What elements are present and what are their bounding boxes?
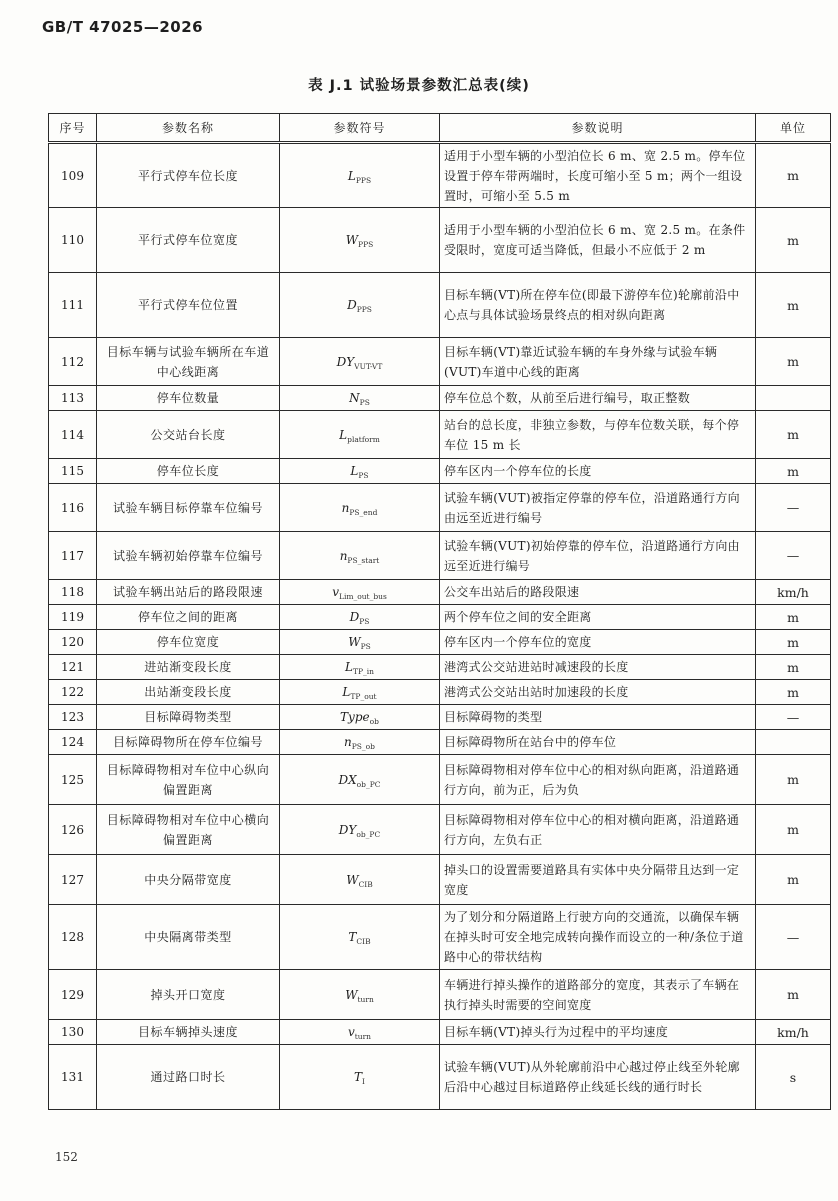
- table-row: [49, 705, 831, 730]
- symbol-subscript: TP_out: [350, 692, 377, 701]
- parameter-name: 平行式停车位位置: [97, 273, 280, 338]
- parameter-symbol: [280, 338, 440, 386]
- parameter-unit: m: [756, 459, 831, 484]
- symbol-main: W: [348, 635, 361, 649]
- symbol-subscript: ob: [369, 717, 379, 726]
- table-row: [49, 605, 831, 630]
- parameter-unit: km/h: [756, 580, 831, 605]
- symbol-subscript: PS_start: [347, 555, 380, 565]
- col-header-unit: 单位: [756, 114, 831, 143]
- parameter-symbol: [280, 630, 440, 655]
- parameter-name: 目标车辆与试验车辆所在车道中心线距离: [97, 338, 280, 386]
- parameter-symbol: [280, 805, 440, 855]
- parameter-symbol: [280, 705, 440, 730]
- symbol-subscript: turn: [357, 994, 374, 1004]
- parameter-unit: m: [756, 630, 831, 655]
- parameter-description: 两个停车位之间的安全距离: [440, 605, 756, 630]
- parameter-unit: m: [756, 805, 831, 855]
- symbol-subscript: PS: [359, 398, 370, 407]
- symbol-subscript: platform: [347, 434, 380, 444]
- parameter-description: 目标车辆(VT)靠近试验车辆的车身外缘与试验车辆(VUT)车道中心线的距离: [440, 338, 756, 386]
- parameter-symbol: [280, 755, 440, 805]
- table-body: [49, 143, 831, 1110]
- table-row: [49, 905, 831, 970]
- symbol-main: DY: [338, 822, 357, 837]
- parameter-name: 公交站台长度: [97, 411, 280, 459]
- row-number: 127: [49, 855, 97, 905]
- parameter-table: [48, 113, 831, 1110]
- parameter-description: 掉头口的设置需要道路具有实体中央分隔带且达到一定宽度: [440, 855, 756, 905]
- parameter-name: 目标障碍物类型: [97, 705, 280, 730]
- parameter-description: 港湾式公交站出站时加速段的长度: [440, 680, 756, 705]
- row-number: 113: [49, 386, 97, 411]
- symbol-subscript: PS_end: [349, 507, 378, 517]
- row-number: 131: [49, 1045, 97, 1110]
- parameter-unit: m: [756, 143, 831, 208]
- symbol-subscript: VUT-VT: [354, 361, 383, 371]
- symbol-main: W: [345, 233, 359, 247]
- col-header-desc: 参数说明: [440, 114, 756, 143]
- parameter-name: 中央分隔带宽度: [97, 855, 280, 905]
- parameter-description: 停车区内一个停车位的长度: [440, 459, 756, 484]
- symbol-subscript: PPS: [356, 305, 372, 314]
- symbol-main: v: [332, 585, 339, 599]
- row-number: 116: [49, 484, 97, 532]
- parameter-description: 停车位总个数，从前至后进行编号，取正整数: [440, 386, 756, 411]
- parameter-name: 中央隔离带类型: [97, 905, 280, 970]
- row-number: 110: [49, 208, 97, 273]
- row-number: 117: [49, 532, 97, 580]
- parameter-name: 通过路口时长: [97, 1045, 280, 1110]
- parameter-description: 试验车辆(VUT)初始停靠的停车位，沿道路通行方向由远至近进行编号: [440, 532, 756, 580]
- row-number: 126: [49, 805, 97, 855]
- table-row: [49, 655, 831, 680]
- parameter-name: 试验车辆初始停靠车位编号: [97, 532, 280, 580]
- parameter-description: 车辆进行掉头操作的道路部分的宽度，其表示了车辆在执行掉头时需要的空间宽度: [440, 970, 756, 1020]
- table-row: [49, 143, 831, 208]
- table-row: [49, 386, 831, 411]
- parameter-unit: s: [756, 1045, 831, 1110]
- parameter-description: 目标障碍物所在站台中的停车位: [440, 730, 756, 755]
- symbol-main: W: [346, 872, 359, 887]
- parameter-description: 站台的总长度，非独立参数，与停车位数关联，每个停车位 15 m 长: [440, 411, 756, 459]
- parameter-name: 出站渐变段长度: [97, 680, 280, 705]
- parameter-description: 目标车辆(VT)所在停车位(即最下游停车位)轮廓前沿中心点与具体试验场景终点的相对纵向距离: [440, 273, 756, 338]
- symbol-main: N: [349, 391, 360, 405]
- row-number: 111: [49, 273, 97, 338]
- symbol-main: T: [354, 1070, 363, 1084]
- table-row: [49, 970, 831, 1020]
- parameter-name: 停车位数量: [97, 386, 280, 411]
- table-row: [49, 338, 831, 386]
- parameter-description: 目标障碍物相对停车位中心的相对横向距离，沿道路通行方向，左负右正: [440, 805, 756, 855]
- row-number: 119: [49, 605, 97, 630]
- parameter-symbol: [280, 532, 440, 580]
- parameter-description: 试验车辆(VUT)被指定停靠的停车位，沿道路通行方向由远至近进行编号: [440, 484, 756, 532]
- row-number: 122: [49, 680, 97, 705]
- symbol-subscript: PPS: [355, 175, 372, 185]
- parameter-symbol: [280, 386, 440, 411]
- symbol-subscript: PS: [358, 471, 369, 480]
- parameter-description: 适用于小型车辆的小型泊位长 6 m、宽 2.5 m。在条件受限时，宽度可适当降低，但最小不应低于 2 m: [440, 208, 756, 273]
- parameter-name: 目标车辆掉头速度: [97, 1020, 280, 1045]
- row-number: 115: [49, 459, 97, 484]
- parameter-name: 停车位长度: [97, 459, 280, 484]
- symbol-main: L: [345, 660, 353, 674]
- row-number: 114: [49, 411, 97, 459]
- symbol-subscript: PPS: [358, 240, 374, 249]
- parameter-description: 港湾式公交站进站时减速段的长度: [440, 655, 756, 680]
- col-header-no: 序号: [49, 114, 97, 143]
- row-number: 124: [49, 730, 97, 755]
- parameter-name: 目标障碍物相对车位中心纵向偏置距离: [97, 755, 280, 805]
- parameter-symbol: [280, 143, 440, 208]
- table-title: 表 J.1 试验场景参数汇总表(续): [308, 78, 530, 94]
- symbol-main: T: [348, 930, 357, 944]
- parameter-name: 进站渐变段长度: [97, 655, 280, 680]
- row-number: 123: [49, 705, 97, 730]
- parameter-unit: m: [756, 680, 831, 705]
- symbol-main: L: [342, 685, 351, 699]
- parameter-unit: [756, 386, 831, 411]
- symbol-main: DY: [336, 354, 355, 369]
- parameter-unit: —: [756, 532, 831, 580]
- parameter-unit: m: [756, 755, 831, 805]
- symbol-main: v: [347, 1025, 355, 1039]
- symbol-subscript: PS_ob: [351, 742, 375, 751]
- parameter-unit: m: [756, 273, 831, 338]
- parameter-unit: —: [756, 484, 831, 532]
- symbol-subscript: TP_in: [352, 667, 374, 676]
- parameter-symbol: [280, 970, 440, 1020]
- parameter-name: 平行式停车位宽度: [97, 208, 280, 273]
- table-row: [49, 755, 831, 805]
- symbol-main: D: [349, 610, 360, 624]
- parameter-symbol: [280, 459, 440, 484]
- symbol-main: W: [345, 987, 358, 1002]
- symbol-subscript: CIB: [358, 879, 373, 889]
- table-header-row: [49, 114, 831, 143]
- table-row: [49, 805, 831, 855]
- parameter-unit: m: [756, 655, 831, 680]
- table-row: [49, 580, 831, 605]
- symbol-subscript: turn: [354, 1032, 372, 1041]
- symbol-main: n: [341, 500, 350, 515]
- parameter-symbol: [280, 1020, 440, 1045]
- parameter-unit: m: [756, 338, 831, 386]
- row-number: 120: [49, 630, 97, 655]
- parameter-unit: [756, 730, 831, 755]
- row-number: 112: [49, 338, 97, 386]
- parameter-description: 目标车辆(VT)掉头行为过程中的平均速度: [440, 1020, 756, 1045]
- parameter-symbol: [280, 655, 440, 680]
- col-header-name: 参数名称: [97, 114, 280, 143]
- row-number: 125: [49, 755, 97, 805]
- parameter-unit: m: [756, 605, 831, 630]
- parameter-description: 为了划分和分隔道路上行驶方向的交通流，以确保车辆在掉头时可安全地完成转向操作而设立的一种/条位于道路中心的带状结构: [440, 905, 756, 970]
- parameter-symbol: [280, 1045, 440, 1110]
- symbol-main: n: [339, 548, 348, 563]
- parameter-symbol: [280, 730, 440, 755]
- symbol-main: L: [339, 427, 348, 442]
- parameter-description: 试验车辆(VUT)从外轮廓前沿中心越过停止线至外轮廓后沿中心越过目标道路停止线延长线的通行时长: [440, 1045, 756, 1110]
- symbol-subscript: Lim_out_bus: [338, 592, 387, 601]
- parameter-description: 目标障碍物相对停车位中心的相对纵向距离，沿道路通行方向，前为正，后为负: [440, 755, 756, 805]
- table-row: [49, 273, 831, 338]
- parameter-name: 平行式停车位长度: [97, 143, 280, 208]
- parameter-symbol: [280, 484, 440, 532]
- parameter-description: 停车区内一个停车位的宽度: [440, 630, 756, 655]
- parameter-name: 试验车辆目标停靠车位编号: [97, 484, 280, 532]
- parameter-description: 适用于小型车辆的小型泊位长 6 m、宽 2.5 m。停车位设置于停车带两端时，长度可缩小至 5 m；两个一组设置时，可缩小至 5.5 m: [440, 143, 756, 208]
- parameter-description: 公交车出站后的路段限速: [440, 580, 756, 605]
- symbol-main: n: [344, 735, 352, 749]
- parameter-symbol: [280, 208, 440, 273]
- table-row: [49, 484, 831, 532]
- symbol-subscript: PS: [360, 642, 371, 651]
- parameter-symbol: [280, 680, 440, 705]
- table-row: [49, 1045, 831, 1110]
- row-number: 128: [49, 905, 97, 970]
- parameter-unit: —: [756, 705, 831, 730]
- symbol-subscript: ob_PC: [356, 779, 381, 789]
- table-row: [49, 411, 831, 459]
- parameter-symbol: [280, 411, 440, 459]
- parameter-symbol: [280, 905, 440, 970]
- parameter-symbol: [280, 580, 440, 605]
- symbol-subscript: CIB: [356, 937, 371, 946]
- standard-code: GB/T 47025—2026: [42, 18, 204, 36]
- parameter-unit: m: [756, 970, 831, 1020]
- symbol-main: Type: [340, 710, 370, 724]
- parameter-name: 目标障碍物所在停车位编号: [97, 730, 280, 755]
- symbol-main: DX: [338, 772, 357, 787]
- page-number: 152: [55, 1150, 78, 1164]
- parameter-unit: —: [756, 905, 831, 970]
- table-row: [49, 459, 831, 484]
- col-header-symbol: 参数符号: [280, 114, 440, 143]
- parameter-unit: m: [756, 208, 831, 273]
- parameter-symbol: [280, 855, 440, 905]
- symbol-main: L: [347, 168, 356, 183]
- row-number: 130: [49, 1020, 97, 1045]
- table-row: [49, 630, 831, 655]
- table-row: [49, 1020, 831, 1045]
- symbol-main: D: [347, 298, 357, 312]
- parameter-name: 掉头开口宽度: [97, 970, 280, 1020]
- table-row: [49, 680, 831, 705]
- row-number: 129: [49, 970, 97, 1020]
- parameter-symbol: [280, 273, 440, 338]
- table-row: [49, 730, 831, 755]
- parameter-name: 停车位之间的距离: [97, 605, 280, 630]
- parameter-unit: km/h: [756, 1020, 831, 1045]
- parameter-symbol: [280, 605, 440, 630]
- parameter-unit: m: [756, 855, 831, 905]
- parameter-name: 停车位宽度: [97, 630, 280, 655]
- table-row: [49, 208, 831, 273]
- parameter-unit: m: [756, 411, 831, 459]
- parameter-name: 试验车辆出站后的路段限速: [97, 580, 280, 605]
- symbol-subscript: I: [362, 1077, 365, 1086]
- symbol-subscript: ob_PC: [356, 829, 381, 839]
- table-row: [49, 532, 831, 580]
- parameter-name: 目标障碍物相对车位中心横向偏置距离: [97, 805, 280, 855]
- row-number: 109: [49, 143, 97, 208]
- table-row: [49, 855, 831, 905]
- row-number: 118: [49, 580, 97, 605]
- row-number: 121: [49, 655, 97, 680]
- parameter-description: 目标障碍物的类型: [440, 705, 756, 730]
- symbol-main: L: [350, 464, 359, 478]
- symbol-subscript: PS: [359, 617, 370, 626]
